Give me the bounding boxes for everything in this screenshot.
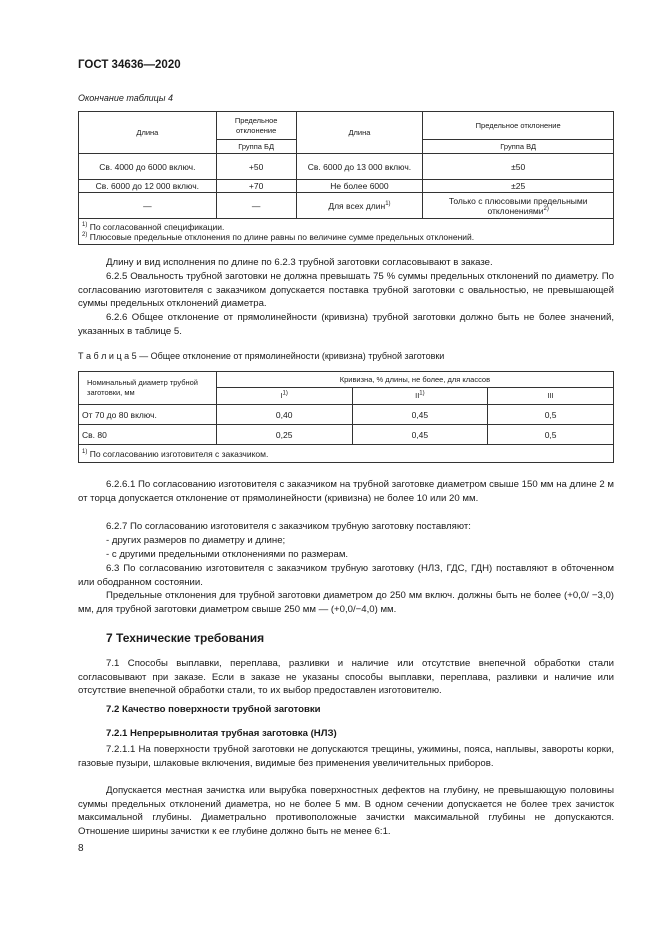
table-cell: Не более 6000 bbox=[296, 180, 423, 193]
table-cell bbox=[296, 193, 423, 219]
t4-header-deviation: Предельное отклонение bbox=[423, 112, 614, 140]
section-heading: 7 Технические требования bbox=[106, 631, 265, 645]
paragraph: Длину и вид исполнения по длине по 6.2.3 трубной заготовки согласовывают в заказе. bbox=[106, 257, 493, 268]
paragraph: 6.2.6.1 По согласованию изготовителя с заказчиком на трубной заготовке диаметром свыше 150 мм на длине 2 м от торца допускается отклонение от прямолинейности (кривизна) не более 10 или 20 мм. bbox=[78, 479, 614, 504]
footnote-text: По согласованной спецификации. bbox=[89, 221, 225, 232]
paragraph: 6.3 По согласованию изготовителя с заказчиком трубную заготовку (НЛЗ, ГДС, ГДН) поставляют в обточенном или ободранном состоянии. bbox=[78, 563, 614, 588]
t5-header-class-1 bbox=[216, 388, 352, 405]
paragraph: 7.1 Способы выплавки, переплава, разливки и наличие или отсутствие внепечной обработки стали согласовывают при заказе. Если в заказе не указаны способы выплавки, переплава, разливки и наличие или отсутствие внепечной обработки стали, то их выбор предоставлен изготовителю. bbox=[78, 658, 614, 697]
footnote-ref: 2) bbox=[543, 205, 549, 212]
t5-header-diameter: Номинальный диаметр трубной заготовки, мм bbox=[79, 372, 217, 405]
paragraph: 7.2.1.1 На поверхности трубной заготовки не допускаются трещины, ужимины, пояса, наплывы, завороты корки, газовые пузыри, шлаковые включения, видимые без применения увеличительных приборов. bbox=[78, 744, 614, 769]
table-cell: Св. 6000 до 12 000 включ. bbox=[79, 180, 217, 193]
paragraph: 6.2.6 Общее отклонение от прямолинейности (кривизна) трубной заготовки должно быть не более значений, указанных в таблице 5. bbox=[78, 312, 614, 337]
table-cell: 0,45 bbox=[352, 405, 488, 425]
t4-footnotes bbox=[79, 219, 614, 245]
table-cell: 0,5 bbox=[488, 405, 614, 425]
document-id: ГОСТ 34636—2020 bbox=[78, 59, 181, 71]
table-cell: +50 bbox=[216, 154, 296, 180]
cell-text: Только с плюсовыми предельными отклонениями bbox=[448, 195, 588, 216]
table-cell: ±50 bbox=[423, 154, 614, 180]
table-cell: Св. 6000 до 13 000 включ. bbox=[296, 154, 423, 180]
t5-header-class-2 bbox=[352, 388, 488, 405]
paragraph: 6.2.7 По согласованию изготовителя с заказчиком трубную заготовку поставляют: bbox=[106, 521, 471, 532]
t4-header-deviation-short: Предельное отклонение bbox=[216, 112, 296, 140]
table-5 bbox=[78, 371, 614, 463]
table-cell: 0,40 bbox=[216, 405, 352, 425]
table-cell: От 70 до 80 включ. bbox=[79, 405, 217, 425]
class-label: II bbox=[415, 391, 420, 400]
paragraph: Предельные отклонения для трубной заготовки диаметром до 250 мм включ. должны быть не более (+0,0/ −3,0) мм, для трубной заготовки диаметром свыше 250 мм — (+0,0/−4,0) мм. bbox=[78, 590, 614, 615]
table-row bbox=[79, 180, 614, 193]
table-cell: ±25 bbox=[423, 180, 614, 193]
table-cell: Св. 4000 до 6000 включ. bbox=[79, 154, 217, 180]
paragraph: Допускается местная зачистка или вырубка поверхностных дефектов на глубину, не превышающую половины суммы предельных отклонений диаметра, но не более 5 мм. В одном сечении допускается не более трех зачисток максимальной глубины. Диаметрально противоположные зачистки максимальной глубины не допускаются. Отношение ширины зачистки к ее глубине должно быть не менее 6:1. bbox=[78, 785, 614, 837]
footnote-ref: 1) bbox=[385, 200, 391, 207]
page-number: 8 bbox=[78, 843, 84, 854]
table-cell bbox=[423, 193, 614, 219]
table-row bbox=[79, 425, 614, 445]
subsection-heading: 7.2 Качество поверхности трубной заготовки bbox=[106, 704, 321, 715]
footnote-1 bbox=[82, 222, 610, 232]
t4-header-length-2: Длина bbox=[296, 112, 423, 154]
footnote-ref: 1) bbox=[282, 390, 288, 397]
t4-header-length: Длина bbox=[79, 112, 217, 154]
table5-caption: Т а б л и ц а 5 — Общее отклонение от прямолинейности (кривизна) трубной заготовки bbox=[78, 351, 445, 361]
t4-header-group-vd: Группа ВД bbox=[423, 140, 614, 154]
table-cell: Св. 80 bbox=[79, 425, 217, 445]
table-row bbox=[79, 154, 614, 180]
class-label: I bbox=[280, 391, 283, 400]
footnote-text: Плюсовые предельные отклонения по длине равны по величине сумме предельных отклонений. bbox=[89, 231, 475, 242]
t5-footnote bbox=[79, 445, 614, 463]
footnote-mark: 1) bbox=[82, 448, 88, 455]
table-4 bbox=[78, 111, 614, 245]
table-row bbox=[79, 193, 614, 219]
footnote-text: По согласованию изготовителя с заказчиком. bbox=[89, 448, 269, 459]
footnote-2 bbox=[82, 232, 610, 242]
t4-header-group-bd: Группа БД bbox=[216, 140, 296, 154]
table-cell: +70 bbox=[216, 180, 296, 193]
footnote-mark: 2) bbox=[82, 231, 88, 238]
table-row bbox=[79, 405, 614, 425]
paragraph: - других размеров по диаметру и длине; bbox=[106, 535, 286, 546]
table-cell: — bbox=[216, 193, 296, 219]
cell-text: Для всех длин bbox=[328, 200, 386, 211]
table-cell: 0,45 bbox=[352, 425, 488, 445]
footnote-ref: 1) bbox=[419, 390, 425, 397]
t5-header-curvature: Кривизна, % длины, не более, для классов bbox=[216, 372, 613, 388]
paragraph: 6.2.5 Овальность трубной заготовки не должна превышать 75 % суммы предельных отклонений по диаметру. По согласованию изготовителя с заказчиком допускается поставка трубной заготовки с овальностью, не превышающей суммы предельных отклонений диаметра. bbox=[78, 271, 614, 310]
subsection-heading: 7.2.1 Непрерывнолитая трубная заготовка (НЛЗ) bbox=[106, 728, 337, 739]
footnote-mark: 1) bbox=[82, 221, 88, 228]
table-cell: — bbox=[79, 193, 217, 219]
paragraph: - с другими предельными отклонениями по размерам. bbox=[106, 549, 349, 560]
t5-header-class-3: III bbox=[488, 388, 614, 405]
table4-caption: Окончание таблицы 4 bbox=[78, 93, 173, 103]
table-cell: 0,5 bbox=[488, 425, 614, 445]
table-cell: 0,25 bbox=[216, 425, 352, 445]
